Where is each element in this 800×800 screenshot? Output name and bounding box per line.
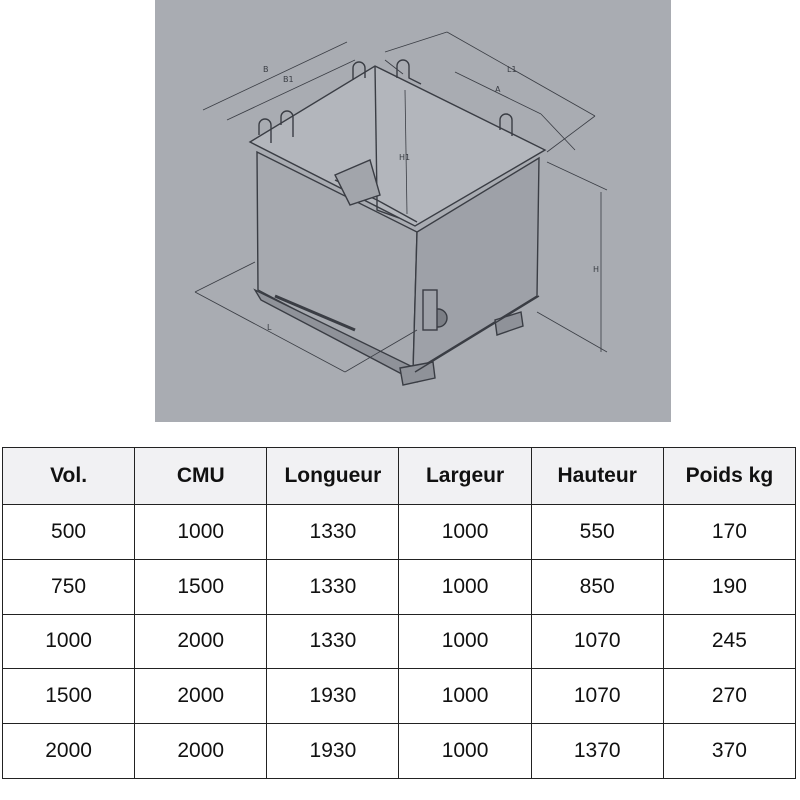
tipping-container-illustration [155, 0, 671, 422]
cell-hauteur: 1370 [531, 724, 663, 779]
cell-cmu: 1000 [135, 505, 267, 560]
cell-vol: 500 [3, 505, 135, 560]
dim-label-h: H [593, 265, 600, 274]
table-row [3, 614, 796, 669]
cell-largeur: 1000 [399, 505, 531, 560]
dim-label-h1: H1 [399, 153, 411, 162]
table-row [3, 669, 796, 724]
cell-longueur: 1930 [267, 669, 399, 724]
dim-label-b1: B1 [283, 75, 294, 84]
dim-label-l: L [267, 323, 272, 332]
cell-largeur: 1000 [399, 614, 531, 669]
specifications-table [2, 447, 796, 779]
cell-vol: 750 [3, 559, 135, 614]
header-hauteur: Hauteur [531, 448, 663, 505]
cell-cmu: 2000 [135, 614, 267, 669]
dim-label-a: A [495, 85, 501, 94]
table-row [3, 559, 796, 614]
header-poids: Poids kg [663, 448, 795, 505]
cell-hauteur: 1070 [531, 669, 663, 724]
container-technical-drawing [155, 0, 671, 422]
cell-longueur: 1930 [267, 724, 399, 779]
header-vol: Vol. [3, 448, 135, 505]
cell-cmu: 2000 [135, 669, 267, 724]
cell-vol: 1500 [3, 669, 135, 724]
cell-poids: 270 [663, 669, 795, 724]
cell-largeur: 1000 [399, 559, 531, 614]
header-cmu: CMU [135, 448, 267, 505]
cell-poids: 190 [663, 559, 795, 614]
cell-cmu: 2000 [135, 724, 267, 779]
cell-poids: 170 [663, 505, 795, 560]
header-longueur: Longueur [267, 448, 399, 505]
dim-label-b: B [263, 65, 269, 74]
table-row [3, 724, 796, 779]
table-row [3, 505, 796, 560]
cell-vol: 1000 [3, 614, 135, 669]
cell-hauteur: 850 [531, 559, 663, 614]
cell-hauteur: 550 [531, 505, 663, 560]
cell-poids: 245 [663, 614, 795, 669]
cell-longueur: 1330 [267, 559, 399, 614]
header-largeur: Largeur [399, 448, 531, 505]
table-header-row [3, 448, 796, 505]
cell-vol: 2000 [3, 724, 135, 779]
cell-cmu: 1500 [135, 559, 267, 614]
cell-poids: 370 [663, 724, 795, 779]
cell-longueur: 1330 [267, 505, 399, 560]
cell-hauteur: 1070 [531, 614, 663, 669]
dim-label-l1: L1 [507, 65, 517, 74]
cell-longueur: 1330 [267, 614, 399, 669]
cell-largeur: 1000 [399, 669, 531, 724]
cell-largeur: 1000 [399, 724, 531, 779]
